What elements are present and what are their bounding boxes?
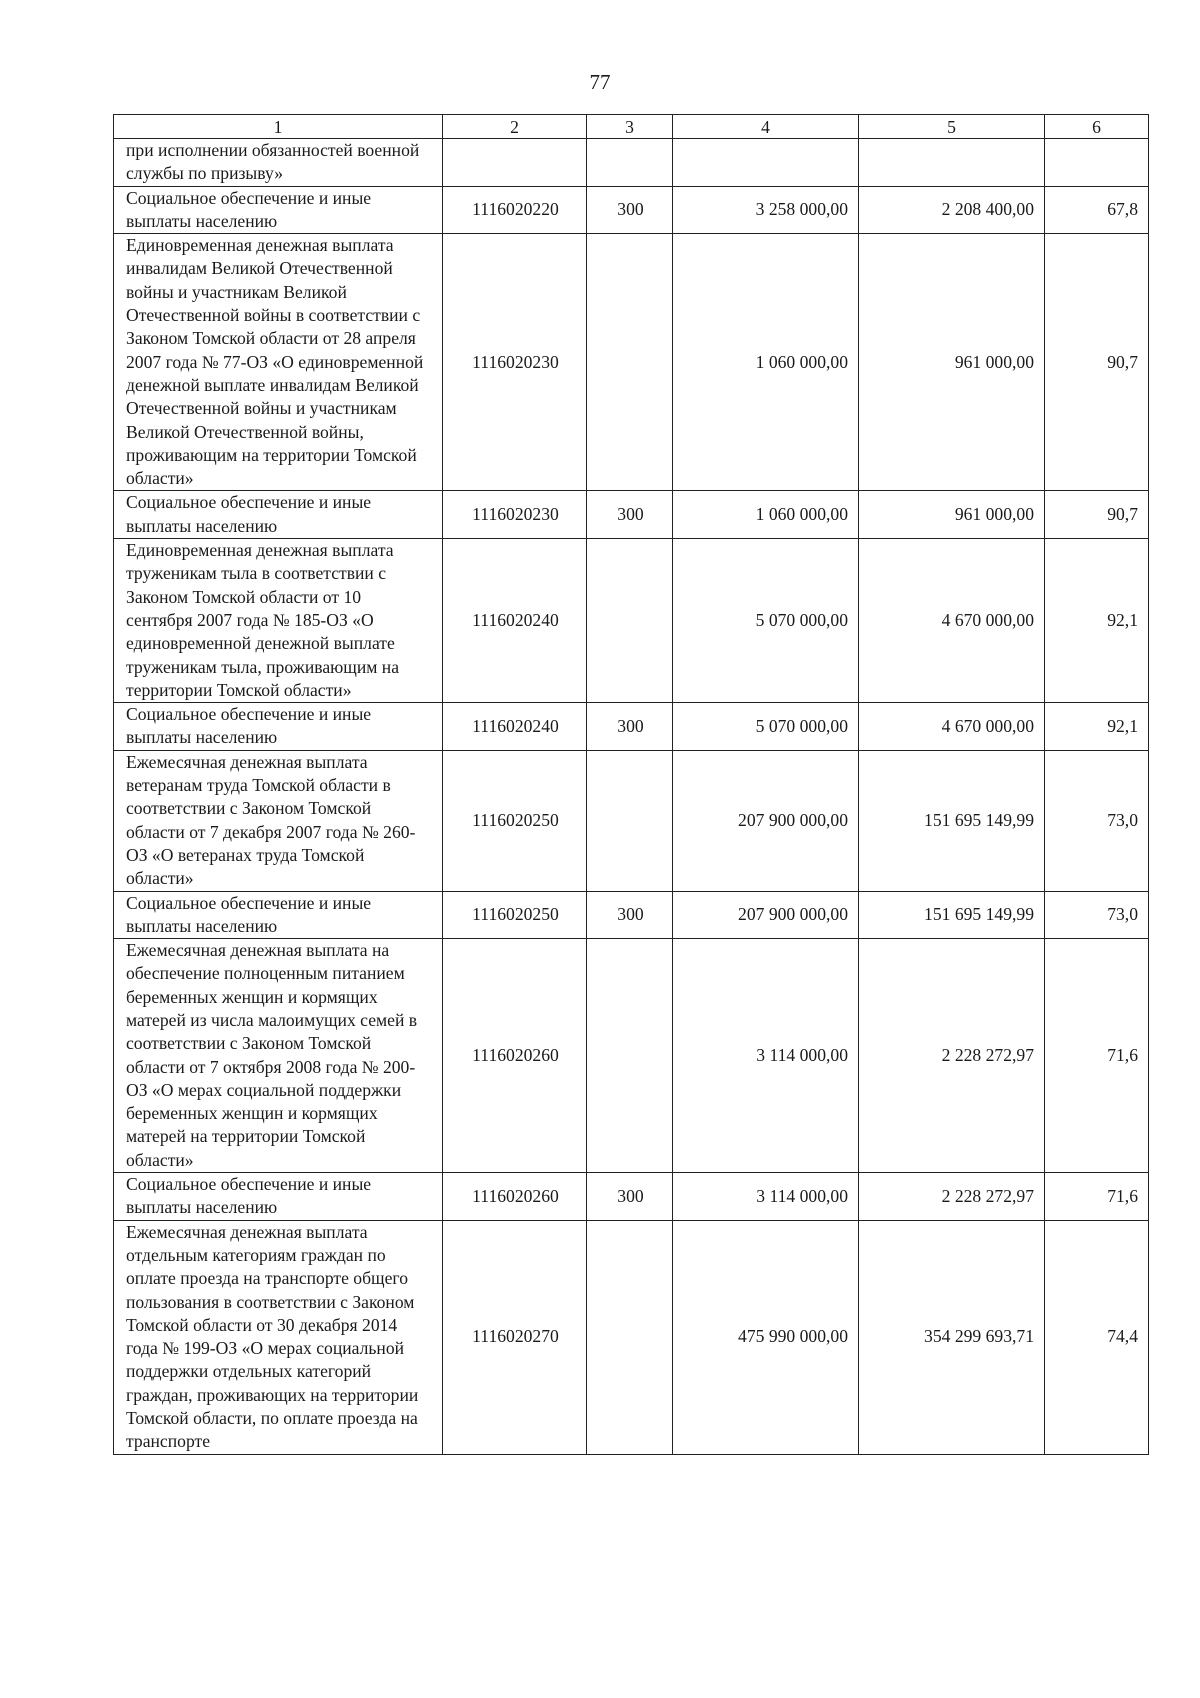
row-plan-cell: 3 114 000,00 bbox=[673, 939, 859, 1173]
table-row bbox=[114, 891, 1149, 939]
table-row bbox=[114, 234, 1149, 491]
row-done-cell: 2 228 272,97 bbox=[859, 1173, 1045, 1221]
row-done-cell: 2 208 400,00 bbox=[859, 186, 1045, 234]
row-kind-cell bbox=[587, 539, 673, 703]
row-done-cell: 4 670 000,00 bbox=[859, 539, 1045, 703]
table-row bbox=[114, 491, 1149, 539]
row-plan-cell: 207 900 000,00 bbox=[673, 891, 859, 939]
row-plan-cell: 3 258 000,00 bbox=[673, 186, 859, 234]
row-plan-cell: 5 070 000,00 bbox=[673, 539, 859, 703]
row-plan-cell: 475 990 000,00 bbox=[673, 1220, 859, 1454]
row-plan-cell: 1 060 000,00 bbox=[673, 234, 859, 491]
column-header-5: 5 bbox=[859, 115, 1045, 139]
row-name-cell: Единовременная денежная выплата инвалидам Великой Отечественной войны и участникам Великой Отечественной войны в соответствии с Законом Томской области от 28 апреля 2007 года № 77-ОЗ «О единовременной денежной выплате инвалидам Великой Отечественной войны и участникам Великой Отечественной войны, проживающим на территории Томской области» bbox=[114, 234, 443, 491]
column-header-6: 6 bbox=[1045, 115, 1149, 139]
table-row bbox=[114, 750, 1149, 891]
row-kind-cell: 300 bbox=[587, 186, 673, 234]
row-code-cell: 1116020240 bbox=[443, 539, 587, 703]
budget-table bbox=[113, 114, 1149, 1455]
row-code-cell: 1116020250 bbox=[443, 891, 587, 939]
row-plan-cell: 1 060 000,00 bbox=[673, 491, 859, 539]
column-header-4: 4 bbox=[673, 115, 859, 139]
column-header-2: 2 bbox=[443, 115, 587, 139]
row-code-cell: 1116020260 bbox=[443, 1173, 587, 1221]
table-row bbox=[114, 1173, 1149, 1221]
table-row bbox=[114, 939, 1149, 1173]
row-percent-cell: 92,1 bbox=[1045, 703, 1149, 751]
row-name-cell: при исполнении обязанностей военной службы по призыву» bbox=[114, 139, 443, 187]
row-kind-cell bbox=[587, 750, 673, 891]
row-done-cell: 2 228 272,97 bbox=[859, 939, 1045, 1173]
row-kind-cell bbox=[587, 234, 673, 491]
row-code-cell: 1116020220 bbox=[443, 186, 587, 234]
row-percent-cell: 90,7 bbox=[1045, 234, 1149, 491]
page-number: 77 bbox=[589, 70, 611, 94]
row-code-cell: 1116020270 bbox=[443, 1220, 587, 1454]
row-percent-cell: 74,4 bbox=[1045, 1220, 1149, 1454]
table-header-row bbox=[114, 115, 1149, 139]
row-percent-cell: 73,0 bbox=[1045, 750, 1149, 891]
row-percent-cell bbox=[1045, 139, 1149, 187]
row-code-cell bbox=[443, 139, 587, 187]
row-name-cell: Социальное обеспечение и иные выплаты населению bbox=[114, 1173, 443, 1221]
row-done-cell: 961 000,00 bbox=[859, 491, 1045, 539]
row-done-cell: 354 299 693,71 bbox=[859, 1220, 1045, 1454]
row-name-cell: Социальное обеспечение и иные выплаты населению bbox=[114, 891, 443, 939]
column-header-3: 3 bbox=[587, 115, 673, 139]
row-name-cell: Социальное обеспечение и иные выплаты населению bbox=[114, 186, 443, 234]
row-kind-cell bbox=[587, 939, 673, 1173]
row-name-cell: Социальное обеспечение и иные выплаты населению bbox=[114, 703, 443, 751]
row-plan-cell: 3 114 000,00 bbox=[673, 1173, 859, 1221]
row-percent-cell: 73,0 bbox=[1045, 891, 1149, 939]
row-done-cell: 151 695 149,99 bbox=[859, 891, 1045, 939]
row-kind-cell: 300 bbox=[587, 703, 673, 751]
table-row bbox=[114, 139, 1149, 187]
row-name-cell: Ежемесячная денежная выплата ветеранам труда Томской области в соответствии с Законом Томской области от 7 декабря 2007 года № 260-ОЗ «О ветеранах труда Томской области» bbox=[114, 750, 443, 891]
row-name-cell: Единовременная денежная выплата труженикам тыла в соответствии с Законом Томской области от 10 сентября 2007 года № 185-ОЗ «О единовременной денежной выплате труженикам тыла, проживающим на территории Томской области» bbox=[114, 539, 443, 703]
row-name-cell: Ежемесячная денежная выплата на обеспечение полноценным питанием беременных женщин и кормящих матерей из числа малоимущих семей в соответствии с Законом Томской области от 7 октября 2008 года № 200-ОЗ «О мерах социальной поддержки беременных женщин и кормящих матерей на территории Томской области» bbox=[114, 939, 443, 1173]
table-row bbox=[114, 186, 1149, 234]
row-plan-cell: 5 070 000,00 bbox=[673, 703, 859, 751]
row-code-cell: 1116020260 bbox=[443, 939, 587, 1173]
row-name-cell: Ежемесячная денежная выплата отдельным категориям граждан по оплате проезда на транспорте общего пользования в соответствии с Законом Томской области от 30 декабря 2014 года № 199-ОЗ «О мерах социальной поддержки отдельных категорий граждан, проживающих на территории Томской области, по оплате проезда на транспорте bbox=[114, 1220, 443, 1454]
row-plan-cell bbox=[673, 139, 859, 187]
row-kind-cell: 300 bbox=[587, 1173, 673, 1221]
row-code-cell: 1116020250 bbox=[443, 750, 587, 891]
row-name-cell: Социальное обеспечение и иные выплаты населению bbox=[114, 491, 443, 539]
row-done-cell: 151 695 149,99 bbox=[859, 750, 1045, 891]
row-percent-cell: 67,8 bbox=[1045, 186, 1149, 234]
row-percent-cell: 90,7 bbox=[1045, 491, 1149, 539]
row-code-cell: 1116020230 bbox=[443, 491, 587, 539]
row-code-cell: 1116020240 bbox=[443, 703, 587, 751]
row-percent-cell: 71,6 bbox=[1045, 939, 1149, 1173]
table-row bbox=[114, 703, 1149, 751]
row-done-cell: 961 000,00 bbox=[859, 234, 1045, 491]
row-done-cell: 4 670 000,00 bbox=[859, 703, 1045, 751]
row-percent-cell: 92,1 bbox=[1045, 539, 1149, 703]
row-kind-cell: 300 bbox=[587, 891, 673, 939]
row-code-cell: 1116020230 bbox=[443, 234, 587, 491]
row-percent-cell: 71,6 bbox=[1045, 1173, 1149, 1221]
row-plan-cell: 207 900 000,00 bbox=[673, 750, 859, 891]
row-done-cell bbox=[859, 139, 1045, 187]
table-row bbox=[114, 1220, 1149, 1454]
table-row bbox=[114, 539, 1149, 703]
row-kind-cell: 300 bbox=[587, 491, 673, 539]
column-header-1: 1 bbox=[114, 115, 443, 139]
row-kind-cell bbox=[587, 1220, 673, 1454]
row-kind-cell bbox=[587, 139, 673, 187]
